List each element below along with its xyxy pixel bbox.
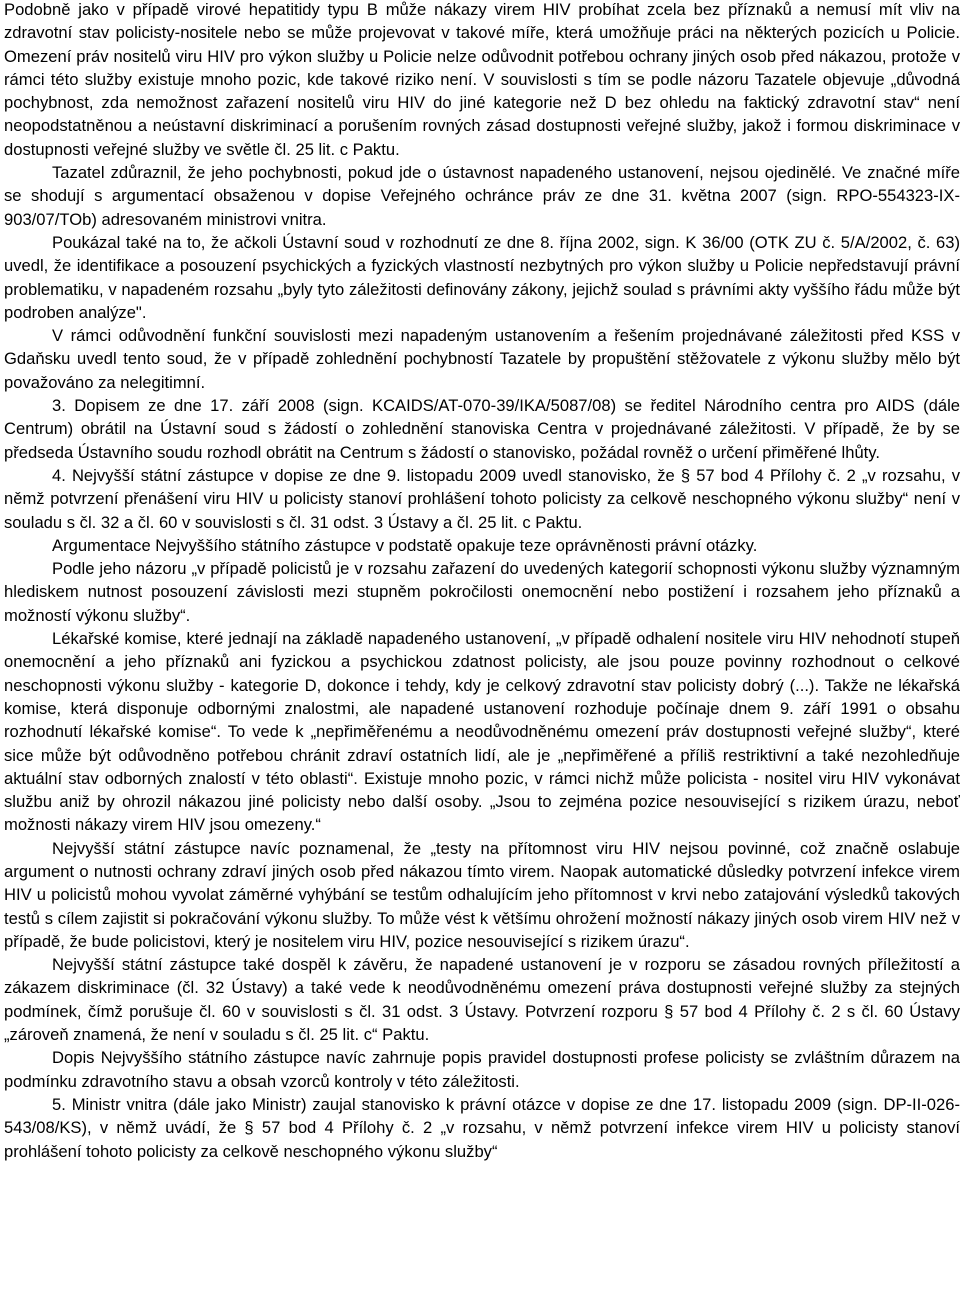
paragraph-7: Argumentace Nejvyššího státního zástupce v podstatě opakuje teze oprávněnosti právní otázky.	[52, 535, 758, 555]
paragraph-13: 5. Ministr vnitra (dále jako Ministr) zaujal stanovisko k právní otázce v dopise ze dne 17. listopadu 2009 (sign. DP-II-026-543/08/KS), v němž uvádí, že § 57 bod 4 Přílohy č. 2 „v rozsahu, v němž potvrzení infekce virem HIV u policisty stanoví prohlášení tohoto policisty za celkově neschopného výkonu služby“	[4, 1094, 960, 1161]
paragraph-3: Poukázal také na to, že ačkoli Ústavní soud v rozhodnutí ze dne 8. října 2002, sign. K 36/00 (OTK ZU č. 5/A/2002, č. 63) uvedl, že identifikace a posouzení psychických a fyzických vlastností nezbytných pro výkon služby u Policie nepředstavují právní problematiku, v napadeném rozsahu „byly tyto záležitosti definovány zákony, jejichž soulad s právními akty vyššího řádu může být podroben analýze".	[4, 232, 960, 322]
paragraph-10: Nejvyšší státní zástupce navíc poznamenal, že „testy na přítomnost viru HIV nejsou povinné, což značně oslabuje argument o nutnosti ochrany zdraví jiných osob před nákazou tímto virem. Naopak automatické důsledky potvrzení infekce virem HIV u policistů mohou vyvolat záměrné vyhýbání se testům odhalujícím jeho přítomnost v krvi nebo zatajování výsledků takových testů s cílem zajistit si pokračování výkonu služby. To může vést k většímu ohrožení možností nákazy jiných osob virem HIV než v případě, že bude policistovi, který je nositelem viru HIV, pozice nesouvisející s rizikem úrazu“.	[4, 838, 960, 951]
document-page	[4, 0, 960, 1163]
paragraph-4: V rámci odůvodnění funkční souvislosti mezi napadeným ustanovením a řešením projednávané záležitosti před KSS v Gdaňsku uvedl tento soud, že v případě zohlednění pochybností Tazatele by propuštění stěžovatele z výkonu služby mělo být považováno za nelegitimní.	[4, 326, 960, 392]
paragraph-5: 3. Dopisem ze dne 17. září 2008 (sign. KCAIDS/AT-070-39/IKA/5087/08) se ředitel Národního centra pro AIDS (dále Centrum) obrátil na Ústavní soud s žádostí o zohlednění stanoviska Centra v projednávané záležitosti. V případě, že by se předseda Ústavního soudu rozhodl obrátit na Centrum s žádostí o stanovisko, požádal rovněž o určení přiměřené lhůty.	[4, 396, 960, 462]
paragraph-1: Podobně jako v případě virové hepatitidy typu B může nákazy virem HIV probíhat zcela bez příznaků a nemusí mít vliv na zdravotní stav policisty-nositele nebo se může projevovat v takové míře, která umožňuje práci na některých pozicích u Policie. Omezení práv nositelů viru HIV pro výkon služby u Policie nelze odůvodnit potřebou ochrany jiných osob před nákazou, protože v rámci této služby existuje mnoho pozic, kde takové riziko není. V souvislosti s tím se podle názoru Tazatele objevuje „důvodná pochybnost, zda nemožnost zařazení nositelů viru HIV do jiné kategorie než D bez ohledu na faktický zdravotní stav“ není neopodstatněnou a neústavní diskriminací a porušením rovných zásad dostupnosti veřejné služby, jakož i formou diskriminace v dostupnosti veřejné služby ve světle čl. 25 lit. c Paktu.	[4, 0, 960, 159]
paragraph-6: 4. Nejvyšší státní zástupce v dopise ze dne 9. listopadu 2009 uvedl stanovisko, že § 57 bod 4 Přílohy č. 2 „v rozsahu, v němž potvrzení přenášení viru HIV u policisty stanoví prohlášení tohoto policisty za celkově neschopného výkonu služby“ není v souladu s čl. 32 a čl. 60 v souvislosti s čl. 31 odst. 3 Ústavy a čl. 25 lit. c Paktu.	[4, 465, 960, 532]
paragraph-11: Nejvyšší státní zástupce také dospěl k závěru, že napadené ustanovení je v rozporu se zásadou rovných příležitostí a zákazem diskriminace (čl. 32 Ústavy) a také vede k neodůvodněnému omezení práva dostupnosti veřejné služby za stejných podmínek, čímž porušuje čl. 60 v souvislosti s čl. 31 odst. 3 Ústavy. Potvrzení rozporu § 57 bod 4 Přílohy č. 2 s čl. 60 Ústavy „zároveň znamená, že není v souladu s čl. 25 lit. c“ Paktu.	[4, 955, 960, 1045]
paragraph-12: Dopis Nejvyššího státního zástupce navíc zahrnuje popis pravidel dostupnosti profese policisty se zvláštním důrazem na podmínku zdravotního stavu a obsah vzorců kontroly v této záležitosti.	[4, 1048, 960, 1091]
paragraph-8: Podle jeho názoru „v případě policistů je v rozsahu zařazení do uvedených kategorií schopnosti výkonu služby významným hlediskem nutnost posouzení závislosti mezi stupněm pokročilosti onemocnění nebo postižení i rozsahem jeho příznaků a možností výkonu služby“.	[4, 559, 960, 625]
paragraph-9: Lékařské komise, které jednají na základě napadeného ustanovení, „v případě odhalení nositele viru HIV nehodnotí stupeň onemocnění a jeho příznaků ani fyzickou a psychickou zdatnost policisty, ale jsou pouze povinny rozhodnout o celkové neschopnosti výkonu služby - kategorie D, dokonce i tehdy, kdy je celkový zdravotní stav policisty dobrý (...). Takže ne lékařská komise, která disponuje odbornými znalostmi, ale napadené ustanovení rozhoduje počínaje dnem 9. září 1991 o obsahu rozhodnutí lékařské komise“. To vede k „nepřiměřenému a neodůvodněnému omezení práv dostupnosti veřejné služby“, které sice může být odůvodněno potřebou chránit zdraví ostatních lidí, ale je „nepřiměřené a příliš restriktivní a také nezohledňuje aktuální stav odborných znalostí v této oblasti“. Existuje mnoho pozic, v rámci nichž může policista - nositel viru HIV vykonávat službu aniž by ohrozil nákazou jiné policisty nebo další osoby. „Jsou to zejména pozice nesouvisející s rizikem úrazu, neboť možnosti nákazy virem HIV jsou omezeny.“	[4, 629, 960, 835]
paragraph-2: Tazatel zdůraznil, že jeho pochybnosti, pokud jde o ústavnost napadeného ustanovení, nejsou ojedinělé. Ve značné míře se shodují s argumentací obsaženou v dopise Veřejného ochránce práv ze dne 31. května 2007 (sign. RPO-554323-IX-903/07/TOb) adresovaném ministrovi vnitra.	[4, 163, 960, 229]
